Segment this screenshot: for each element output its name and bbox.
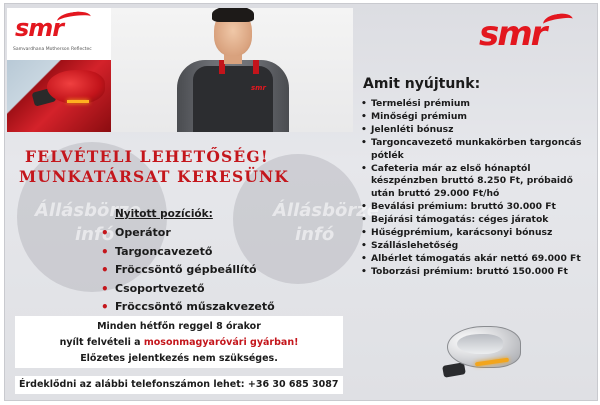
chest-logo: smr — [251, 84, 266, 92]
offer-item: • Albérlet támogatás akár nettó 69.000 Ft — [359, 253, 595, 266]
contact-box — [15, 376, 343, 394]
notice-line-2 — [15, 335, 343, 351]
mirror-glass — [457, 334, 503, 354]
notice-line-3: Előzetes jelentkezés nem szükséges. — [80, 353, 278, 364]
offer-item: • Toborzási prémium: bruttó 150.000 Ft — [359, 266, 595, 279]
positions-list — [101, 224, 275, 317]
turn-signal — [67, 100, 89, 103]
contact-text: Érdeklődni az alábbi telefonszámon lehet: +36 30 685 3087 — [19, 379, 339, 390]
position-item: • Fröccsöntő műszakvezető — [101, 298, 275, 317]
silver-mirror-photo — [441, 320, 525, 380]
company-logo-right: smr — [479, 14, 546, 54]
car-mirror-photo — [7, 60, 111, 132]
notice-location-highlight: mosonmagyaróvári gyárban! — [143, 337, 299, 348]
position-item: • Operátor — [101, 224, 275, 243]
headline — [11, 147, 351, 187]
offer-item: • Minőségi prémium — [359, 111, 595, 124]
company-logo-card — [7, 8, 111, 60]
positions-title: Nyitott pozíciók: — [115, 208, 213, 220]
watermark-text-left-sub: infó — [75, 224, 115, 245]
logo-right-swoosh-icon — [542, 12, 574, 32]
notice-line-1: Minden hétfőn reggel 8 órakor — [97, 321, 261, 332]
notice-line-2-prefix: nyílt felvételi a — [59, 337, 144, 348]
logo-swoosh-icon — [56, 10, 92, 29]
offer-item: • Cafeteria már az első hónaptól készpénzben bruttó 8.250 Ft, próbaidő után bruttó 29.000 Ft/hó — [359, 163, 595, 201]
offer-item: • Hűségprémium, karácsonyi bónusz — [359, 227, 595, 240]
offer-title: Amit nyújtunk: — [363, 76, 481, 92]
watermark-text-right-sub: infó — [295, 224, 335, 245]
worker-shirt — [193, 66, 273, 132]
job-flyer — [4, 3, 598, 401]
headline-line-1: FELVÉTELI LEHETŐSÉG! — [25, 147, 269, 166]
offer-item: • Beválási prémium: bruttó 30.000 Ft — [359, 201, 595, 214]
offer-list — [359, 98, 595, 279]
offer-item: • Jelenléti bónusz — [359, 124, 595, 137]
mirror-base — [442, 362, 466, 378]
company-name: Samvardhana Motherson Reflectec — [13, 47, 92, 52]
offer-item: • Szálláslehetőség — [359, 240, 595, 253]
watermark-text-right: Állásbörze — [273, 200, 379, 221]
red-mirror — [47, 70, 105, 104]
offer-item: • Termelési prémium — [359, 98, 595, 111]
offer-item: • Targoncavezető munkakörben targoncás pótlék — [359, 137, 595, 162]
position-item: • Fröccsöntő gépbeállító — [101, 261, 275, 280]
headline-line-2: MUNKATÁRSAT KERESÜNK — [19, 167, 290, 186]
worker-hair — [212, 8, 254, 22]
position-item: • Targoncavezető — [101, 243, 275, 262]
watermark-text-left: Állásbörze — [35, 200, 141, 221]
position-item: • Csoportvezető — [101, 280, 275, 299]
company-logo: smr — [15, 14, 64, 42]
open-day-notice — [15, 316, 343, 368]
worker-photo — [111, 8, 353, 132]
offer-item: • Bejárási támogatás: céges járatok — [359, 214, 595, 227]
